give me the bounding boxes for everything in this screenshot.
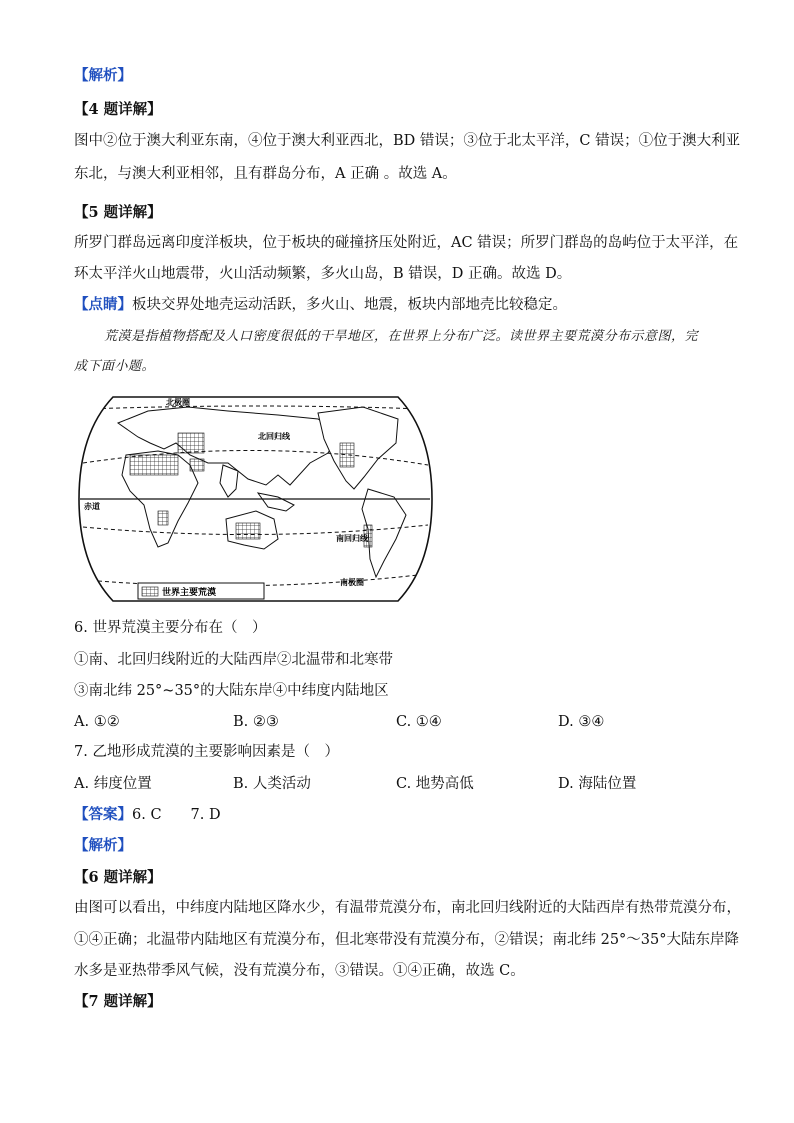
q7-option-c[interactable]: C. 地势高低	[396, 776, 474, 792]
label-tropic-north: 北回归线	[258, 432, 290, 441]
label-arctic: 北极圈	[166, 398, 190, 407]
q6-option-a[interactable]: A. ①②	[74, 714, 120, 730]
q6-detail-heading: 【6 题详解】	[74, 869, 162, 886]
question-6-statements: ①南、北回归线附近的大陆西岸②北温带和北寒带	[74, 652, 393, 668]
q6-option-c[interactable]: C. ①④	[396, 714, 442, 730]
q7-option-d[interactable]: D. 海陆位置	[558, 776, 637, 792]
q6-option-d[interactable]: D. ③④	[558, 714, 605, 730]
paragraph-line: 图中②位于澳大利亚东南，④位于澳大利亚西北，BD 错误；③位于北太平洋，C 错误；①位于澳大利亚	[74, 133, 741, 149]
tip-line	[74, 295, 567, 315]
q7-option-a[interactable]: A. 纬度位置	[74, 776, 152, 792]
paragraph-line: 东北，与澳大利亚相邻，且有群岛分布，A 正确 。故选 A。	[74, 166, 457, 182]
label-tropic-south: 南回归线	[336, 534, 368, 543]
arabian-desert	[190, 459, 204, 471]
paragraph-line: 水多是亚热带季风气候，没有荒漠分布，③错误。①④正确，故选 C。	[74, 963, 525, 979]
analysis-heading: 【解析】	[74, 67, 132, 84]
intro-line: 荒漠是指植物搭配及人口密度很低的干旱地区，在世界上分布广泛。读世界主要荒漠分布示意图，完	[104, 329, 699, 344]
analysis-heading-2: 【解析】	[74, 837, 132, 854]
tip-tag: 【点睛】	[74, 296, 132, 313]
paragraph-line: ①④正确；北温带内陆地区有荒漠分布，但北寒带没有荒漠分布，②错误；南北纬 25°～35°大陆东岸降	[74, 932, 740, 948]
legend-swatch	[142, 587, 158, 596]
label-antarctic: 南极圈	[340, 578, 364, 587]
map-legend	[138, 583, 264, 599]
intro-line: 成下面小题。	[74, 359, 156, 374]
q4-detail-heading: 【4 题详解】	[74, 101, 162, 118]
q7-detail-heading: 【7 题详解】	[74, 993, 162, 1010]
world-desert-map	[78, 393, 433, 605]
paragraph-line: 所罗门群岛远离印度洋板块，位于板块的碰撞挤压处附近，AC 错误；所罗门群岛的岛屿位于太平洋，在	[74, 235, 739, 251]
label-equator: 赤道	[84, 502, 100, 511]
q5-detail-heading: 【5 题详解】	[74, 204, 162, 221]
namib-desert	[158, 511, 168, 525]
answer-line	[74, 805, 221, 825]
q6-option-b[interactable]: B. ②③	[233, 714, 279, 730]
australian-desert	[236, 523, 260, 539]
question-6: 6. 世界荒漠主要分布在（ ）	[74, 620, 267, 636]
central-asia-desert	[178, 433, 204, 453]
sahara-desert	[130, 455, 178, 475]
q7-option-b[interactable]: B. 人类活动	[233, 776, 311, 792]
question-6-statements: ③南北纬 25°~35°的大陆东岸④中纬度内陆地区	[74, 683, 389, 699]
paragraph-line: 环太平洋火山地震带，火山活动频繁，多火山岛，B 错误，D 正确。故选 D。	[74, 266, 572, 282]
tip-text: 板块交界处地壳运动活跃，多火山、地震，板块内部地壳比较稳定。	[132, 297, 567, 313]
answer-text: 6. C 7. D	[132, 807, 221, 823]
question-7: 7. 乙地形成荒漠的主要影响因素是（ ）	[74, 744, 339, 760]
paragraph-line: 由图可以看出，中纬度内陆地区降水少，有温带荒漠分布，南北回归线附近的大陆西岸有热带荒漠分布，	[74, 900, 741, 916]
legend-label: 世界主要荒漠	[162, 588, 217, 598]
answer-tag: 【答案】	[74, 806, 132, 823]
